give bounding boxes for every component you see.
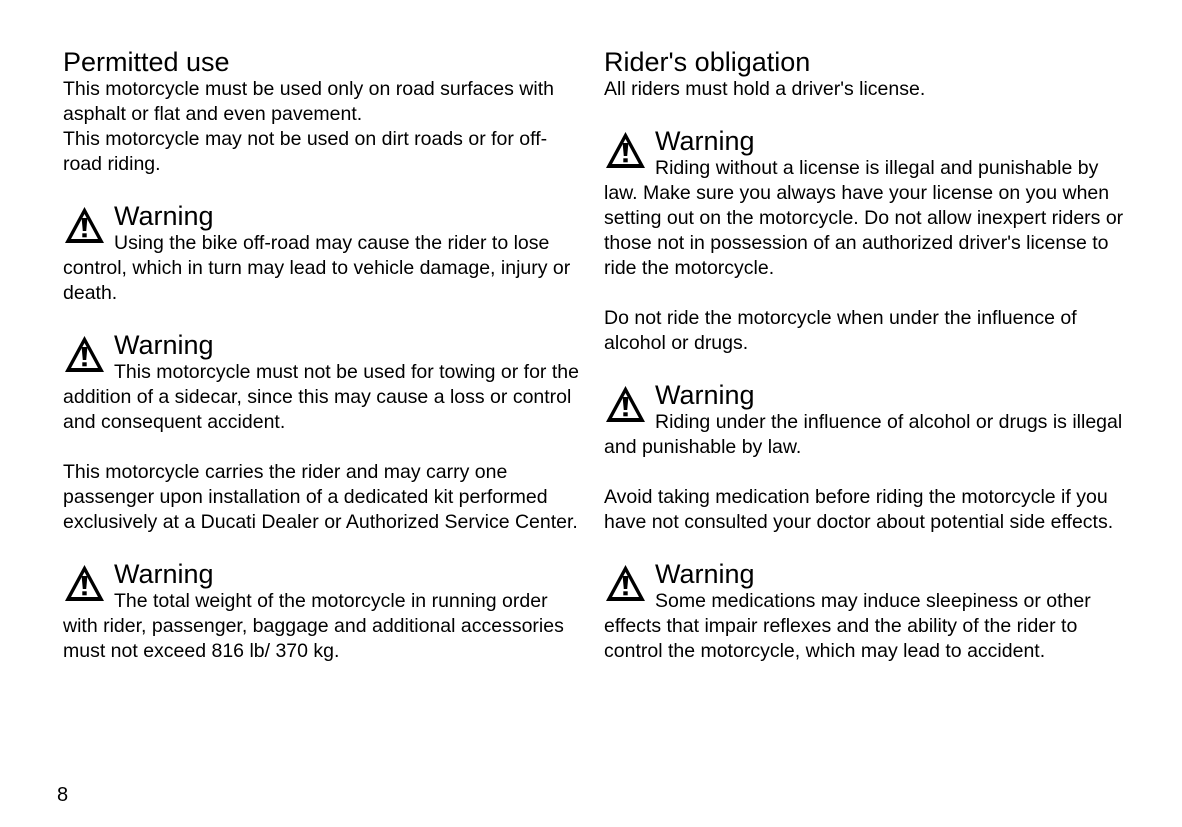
permitted-use-text: This motorcycle must be used only on road surfaces with asphalt or flat and even pavement. — [63, 78, 554, 125]
warning-triangle-icon — [604, 563, 647, 603]
warning-triangle-icon — [63, 563, 106, 603]
warning-text: Riding without a license is illegal and punishable by law. Make sure you always have your license on you when setting out on the motorcycle. Do not allow inexpert riders or those not in possession of an authorized driver's license to ride the motorcycle. — [604, 157, 1124, 279]
warning-block-weight — [63, 560, 583, 664]
passenger-text: This motorcycle carries the rider and may carry one passenger upon installation of a dedicated kit performed exclusively at a Ducati Dealer or Authorized Service Center. — [63, 461, 578, 533]
warning-heading: Warning — [655, 380, 755, 410]
warning-block-license — [604, 127, 1124, 281]
warning-triangle-icon — [604, 130, 647, 170]
rider-obligation-heading: Rider's obligation — [604, 47, 811, 77]
warning-heading: Warning — [655, 126, 755, 156]
warning-triangle-icon — [63, 334, 106, 374]
permitted-use-text-2: This motorcycle may not be used on dirt roads or for off-road riding. — [63, 128, 548, 175]
page-number: 8 — [57, 784, 69, 806]
warning-triangle-icon — [63, 205, 106, 245]
warning-block-medication — [604, 560, 1124, 664]
warning-block-towing — [63, 331, 583, 435]
medication-text: Avoid taking medication before riding the motorcycle if you have not consulted your doctor about potential side effects. — [604, 486, 1114, 533]
alcohol-text: Do not ride the motorcycle when under the influence of alcohol or drugs. — [604, 307, 1077, 354]
permitted-use-heading: Permitted use — [63, 47, 230, 77]
warning-heading: Warning — [114, 330, 214, 360]
right-column — [604, 48, 1124, 664]
left-column — [63, 48, 583, 664]
warning-text: Using the bike off-road may cause the rider to lose control, which in turn may lead to vehicle damage, injury or death. — [63, 232, 571, 304]
warning-triangle-icon — [604, 384, 647, 424]
warning-text: This motorcycle must not be used for towing or for the addition of a sidecar, since this may cause a loss or control and consequent accident. — [63, 361, 579, 433]
warning-block-offroad — [63, 202, 583, 306]
warning-text: The total weight of the motorcycle in running order with rider, passenger, baggage and additional accessories must not exceed 816 lb/ 370 kg. — [63, 590, 564, 662]
warning-heading: Warning — [114, 559, 214, 589]
rider-obligation-text: All riders must hold a driver's license. — [604, 78, 926, 100]
warning-text: Some medications may induce sleepiness or other effects that impair reflexes and the ability of the rider to control the motorcycle, which may lead to accident. — [604, 590, 1091, 662]
warning-heading: Warning — [114, 201, 214, 231]
warning-text: Riding under the influence of alcohol or drugs is illegal and punishable by law. — [604, 411, 1123, 458]
warning-heading: Warning — [655, 559, 755, 589]
warning-block-alcohol — [604, 381, 1124, 460]
